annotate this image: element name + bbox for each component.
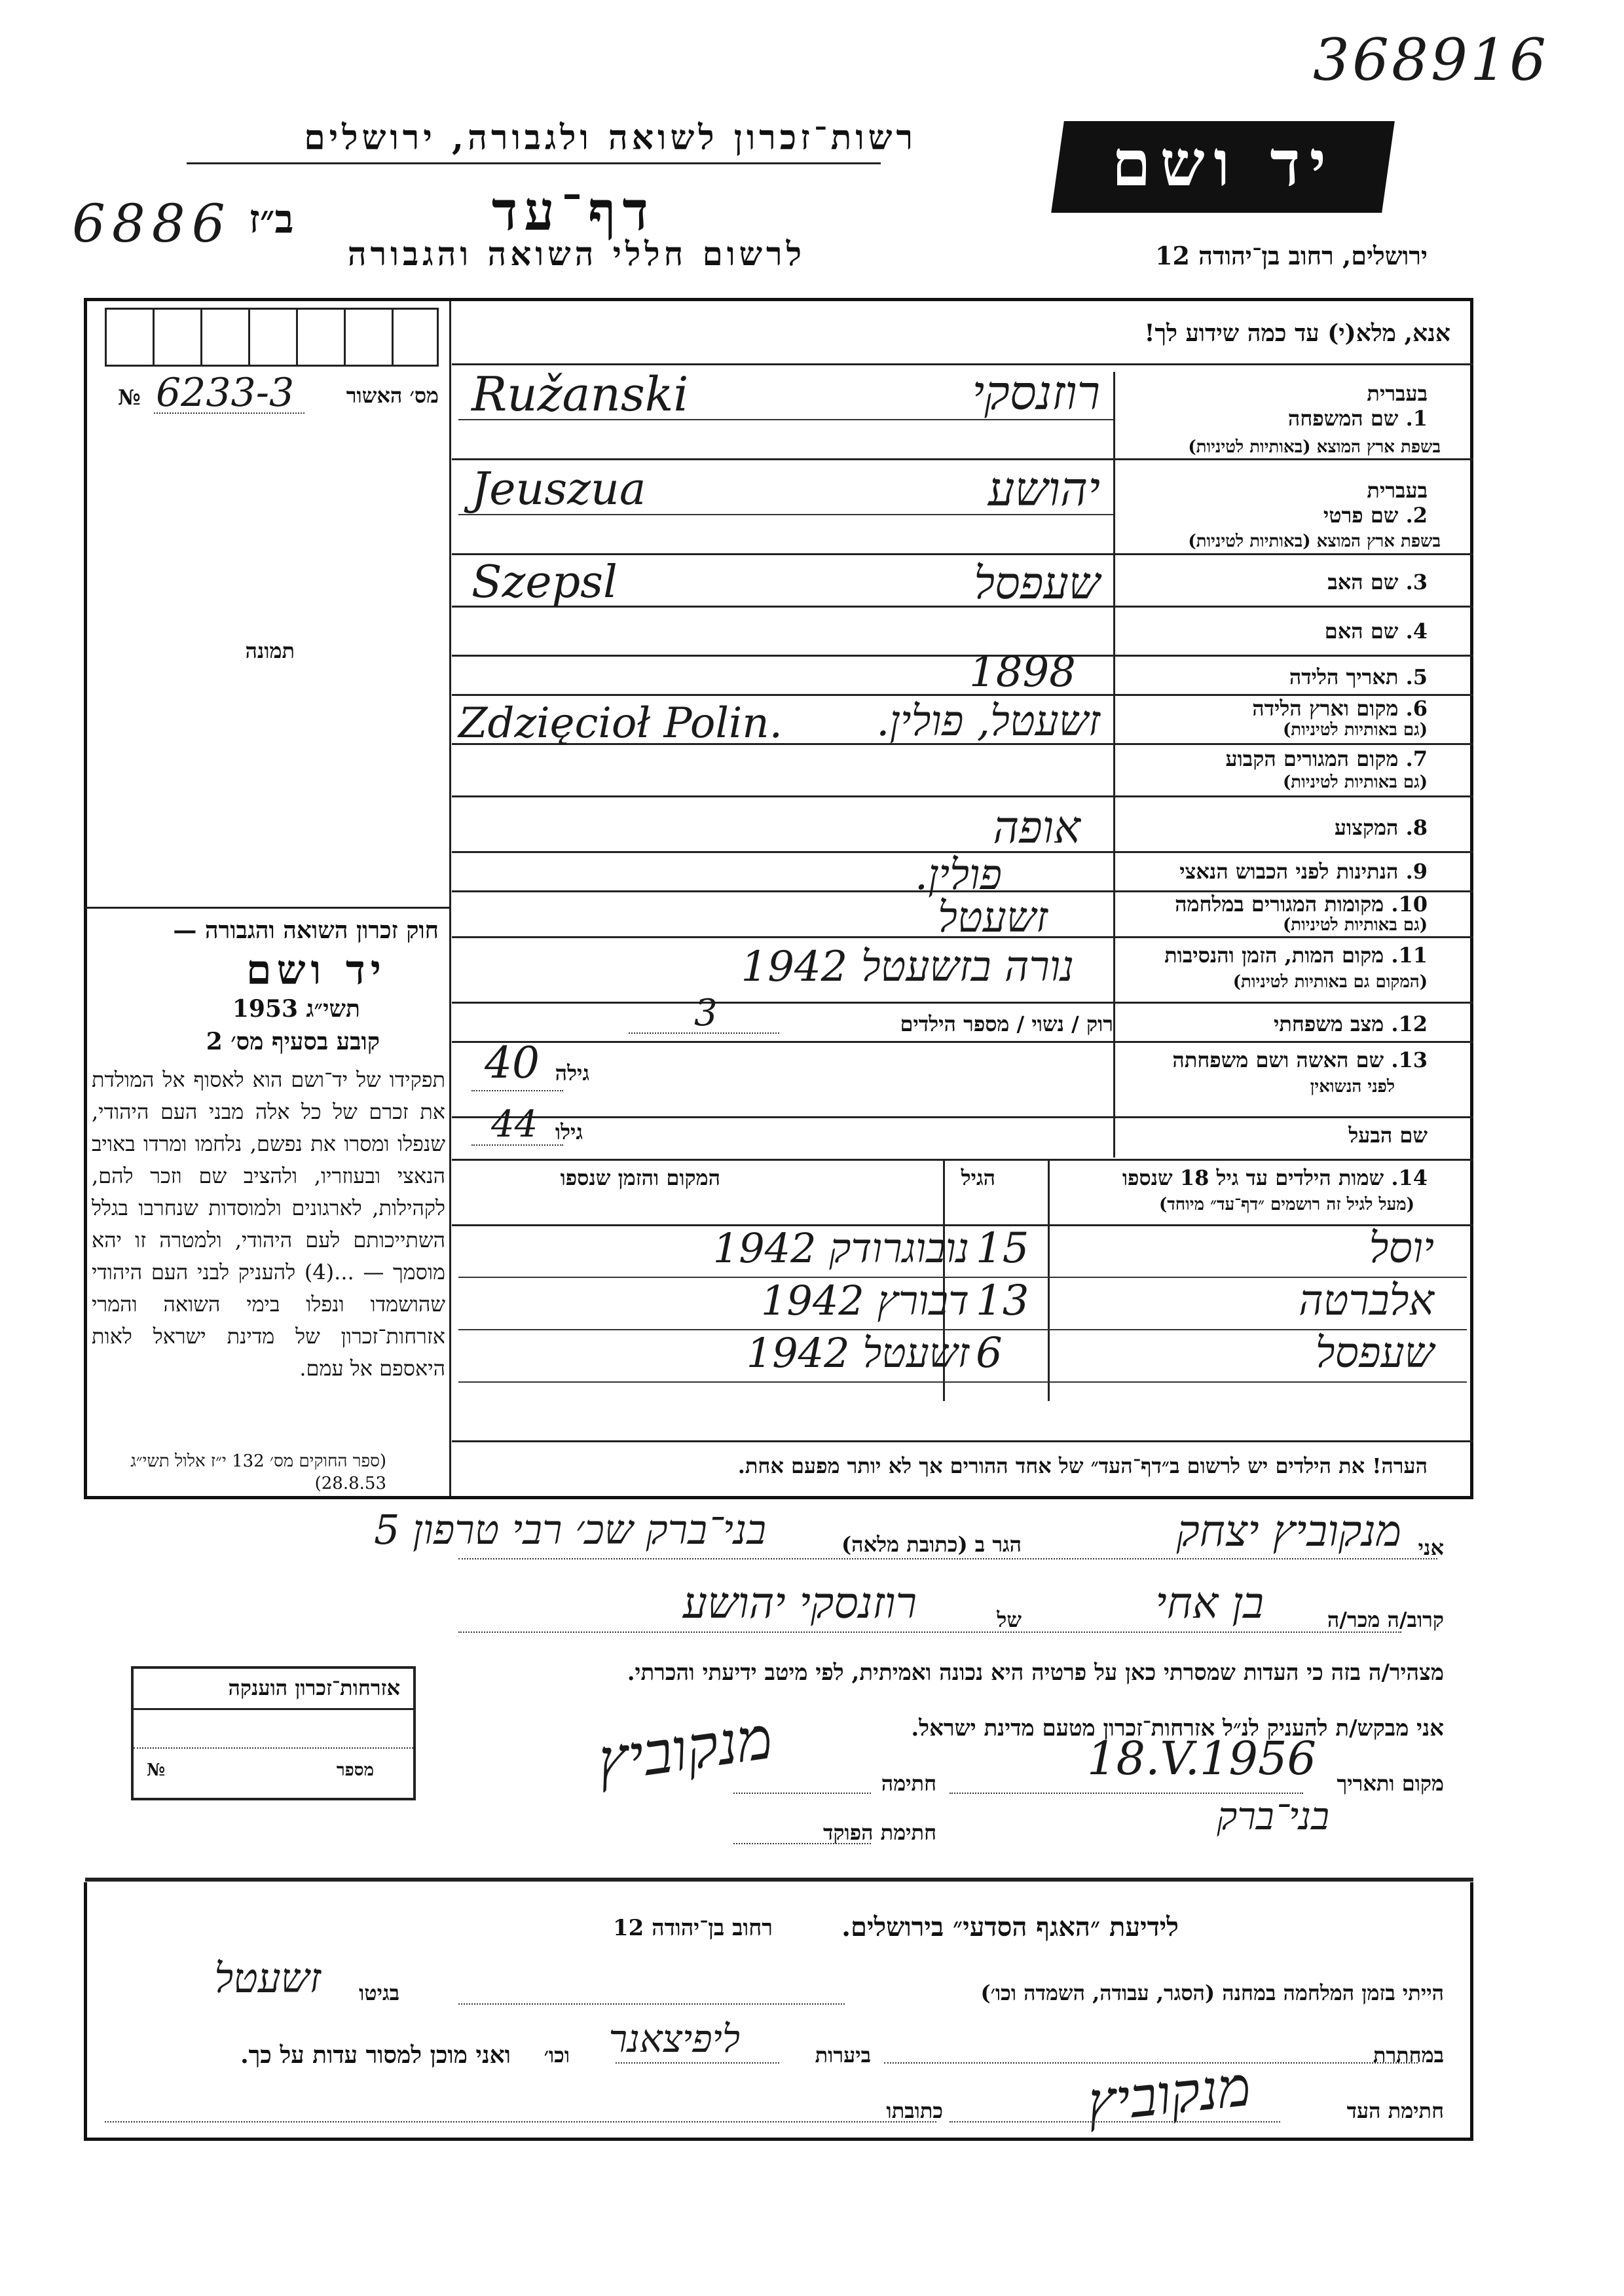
value-birthplace-hebrew: זשעטל, פולין. xyxy=(876,697,1100,746)
lang-hebrew-2: בעברית xyxy=(1367,478,1428,503)
field-label-7 xyxy=(1225,746,1428,771)
yad-vashem-logo xyxy=(1051,121,1395,213)
latin-note-7: (גם באותיות לטיניות) xyxy=(1282,773,1428,792)
children-label xyxy=(1122,1165,1428,1190)
decl-witness-name: מנקוביץ יצחק xyxy=(1176,1506,1401,1556)
archive-stamp-number: 368916 xyxy=(1313,26,1549,94)
decl-relation: בן אחי xyxy=(1155,1578,1264,1628)
field-sub-13: לפני הנשואין xyxy=(1310,1077,1395,1097)
field-text-6: מקום וארץ הלידה xyxy=(1252,696,1399,721)
marital-options: רוק / נשוי / מספר הילדים xyxy=(900,1011,1113,1036)
forests-value: ליפיצאנר xyxy=(608,2016,740,2061)
decl-i-label: אני xyxy=(1418,1535,1444,1560)
decl-place-date-label: מקום ותאריך xyxy=(1337,1771,1444,1796)
value-death: נורה בזשעטל 1942 xyxy=(741,943,1074,991)
field-no-9: 9. xyxy=(1405,859,1428,884)
form-title: דף־עד xyxy=(491,180,655,243)
field-text-8: המקצוע xyxy=(1334,815,1399,840)
institution-name: רשות־זכרון לשואה ולגבורה, ירושלים xyxy=(304,118,917,158)
address-label: כתובתו xyxy=(886,2098,943,2123)
lang-hebrew-1: בעברית xyxy=(1367,381,1428,406)
child-age-3: 6 xyxy=(976,1329,1003,1377)
field-no-3: 3. xyxy=(1405,570,1428,594)
law-clause: קובע בסעיף מס׳ 2 xyxy=(206,1028,380,1055)
citizenship-number-label: מספר xyxy=(336,1760,374,1780)
children-age-header: הגיל xyxy=(961,1165,995,1190)
bottom-frame xyxy=(84,1882,1473,2141)
decl-signature: מנקוביץ xyxy=(593,1703,777,1796)
field-label-4 xyxy=(1325,619,1428,644)
field-no-4: 4. xyxy=(1405,619,1428,644)
approval-label: מס׳ האשור xyxy=(346,383,439,408)
decl-officer-label: חתימת הפוקד xyxy=(823,1820,936,1845)
field-text-9: הנתינות לפני הכבוש הנאצי xyxy=(1179,859,1399,884)
field-text-3: שם האב xyxy=(1327,570,1399,594)
field-text-11: מקום המות, הזמן והנסיבות xyxy=(1164,943,1384,968)
photo-label: תמונה xyxy=(245,638,295,663)
child-name-2: אלברטה xyxy=(1299,1277,1434,1325)
citizenship-box xyxy=(131,1666,416,1800)
form-subtitle: לרשום חללי השואה והגבורה xyxy=(347,234,805,273)
latin-note-6: (גם באותיות לטיניות) xyxy=(1282,720,1428,740)
children-note: הערה! את הילדים יש לרשום ב״דף־העד״ של אחד ההורים אך לא יותר מפעם אחת. xyxy=(737,1453,1428,1478)
children-sub: (מעל לגיל זה רושמים ״דף־עד״ מיוחד) xyxy=(1158,1195,1414,1214)
value-birth-date: 1898 xyxy=(969,648,1076,697)
value-husband-age: 44 xyxy=(491,1103,538,1146)
value-father-latin: Szepsl xyxy=(471,556,618,608)
child-place-3: זשעטל 1942 xyxy=(746,1329,969,1377)
logo-text: יד ושם xyxy=(1111,126,1335,200)
child-age-2: 13 xyxy=(976,1277,1029,1325)
decl-signature-label: חתימה xyxy=(881,1771,936,1796)
header-address: ירושלים, רחוב בן־יהודה 12 xyxy=(1155,241,1428,270)
value-children-count: 3 xyxy=(694,992,718,1034)
child-name-1: יוסל xyxy=(1369,1224,1434,1273)
field-label-3 xyxy=(1327,570,1428,594)
law-name: יד ושם xyxy=(246,946,386,994)
decl-relation-label: קרוב/ה מכר/ה xyxy=(1327,1607,1444,1632)
value-first-hebrew: יהושע xyxy=(987,462,1100,517)
field-label-6 xyxy=(1252,696,1428,721)
approval-prefix: № xyxy=(118,385,141,410)
value-family-hebrew: רוזנסקי xyxy=(972,365,1100,420)
value-wife-age: 40 xyxy=(485,1038,540,1088)
value-first-latin: Jeuszua xyxy=(471,464,646,515)
child-place-2: דבורץ 1942 xyxy=(760,1277,969,1324)
field-no-6: 6. xyxy=(1405,696,1428,721)
law-title: חוק זכרון השואה והגבורה — xyxy=(173,917,439,944)
field-text-4: שם האם xyxy=(1324,619,1399,644)
wife-age-label: גילה xyxy=(555,1061,589,1085)
latin-note-1: בשפת ארץ המוצא (באותיות לטיניות) xyxy=(1188,437,1441,457)
child-place-1: נובוגרודק 1942 xyxy=(712,1224,969,1272)
form-instruction: אנא, מלא(י) עד כמה שידוע לך! xyxy=(1144,319,1450,347)
bottom-line1: הייתי בזמן המלחמה במחנה (הסגר, עבודה, השמדה וכו׳) xyxy=(980,1980,1444,2005)
stamp-mark: ב״ז xyxy=(249,196,294,242)
law-year: תשי״ג 1953 xyxy=(232,995,360,1023)
field-text-2: שם פרטי xyxy=(1323,503,1399,528)
decl-date: 18.V.1956 xyxy=(1087,1732,1317,1785)
field-label-10 xyxy=(1175,892,1428,917)
value-birthplace-latin: Zdzięcioł Polin. xyxy=(458,699,783,748)
field-text-1: שם המשפחה xyxy=(1287,406,1399,431)
child-age-1: 15 xyxy=(976,1224,1029,1273)
husband-age-label: גילו xyxy=(555,1120,583,1144)
etc-label: וכו׳ xyxy=(544,2043,570,2068)
children-title: שמות הילדים עד גיל 18 שנספו xyxy=(1122,1165,1384,1190)
field-label-9 xyxy=(1179,859,1428,884)
field-no-12: 12. xyxy=(1391,1011,1428,1036)
side-file-number: 6886 xyxy=(72,193,232,254)
field-label-11 xyxy=(1164,943,1428,968)
citizenship-number-prefix: № xyxy=(147,1760,166,1780)
field-no-5: 5. xyxy=(1405,665,1428,689)
underground-label: במחתרת xyxy=(1373,2043,1444,2068)
field-no-8: 8. xyxy=(1405,815,1428,840)
field-no-7: 7. xyxy=(1405,746,1428,771)
decl-statement: מצהיר/ה בזה כי העדות שמסרתי כאן על פרטיה היא נכונה ואמיתית, לפי מיטב ידיעתי והכרתי. xyxy=(627,1660,1444,1686)
approval-number: 6233-3 xyxy=(156,370,295,416)
field-label-13 xyxy=(1172,1048,1428,1072)
decl-address: בני־ברק שכ׳ רבי טרפון 5 xyxy=(374,1506,766,1554)
law-text: תפקידו של יד־ושם הוא לאסוף אל המולדת את זכרם של כל אלה מבני העם היהודי, שנפלו ומסרו את נפשם, נלחמו ומרדו באויב הנאצי ובעוזריו, ולהציב שם וזכר להם, לקהילות, לארגונים ולמוסדות שנחרבו בגלל השתייכותם לעם היהודי, ולמטרה זו יהא מוסמך — ...(4) להעניק לבני העם היהודי שהושמדו ונפלו בימי השואה והמרי אזרחות־זכרון של מדינת ישראל לאות היאספם אל עמם. xyxy=(92,1067,446,1381)
field-label-husband: שם הבעל xyxy=(1348,1123,1428,1148)
ghetto-value: זשעטל xyxy=(214,1954,321,2002)
decl-of-name: רוזנסקי יהושע xyxy=(682,1578,917,1628)
field-no-2: 2. xyxy=(1405,503,1428,528)
bottom-address: רחוב בן־יהודה 12 xyxy=(612,1915,773,1941)
children-place-header: המקום והזמן שנספו xyxy=(560,1165,720,1190)
field-sub-11: (המקום גם באותיות לטיניות) xyxy=(1232,972,1428,992)
witness-sig-label: חתימת העד xyxy=(1346,2098,1444,2123)
value-family-latin: Ružanski xyxy=(471,367,689,422)
decl-place: בני־ברק xyxy=(1217,1794,1329,1838)
field-no-10: 10. xyxy=(1391,892,1428,917)
witness-sig: מנקוביץ xyxy=(1084,2054,1254,2135)
field-label-8 xyxy=(1335,815,1428,840)
field-text-13: שם האשה ושם משפחתה xyxy=(1172,1048,1384,1072)
children-no: 14. xyxy=(1391,1165,1428,1190)
decl-of-label: של xyxy=(997,1607,1022,1632)
latin-note-2: בשפת ארץ המוצא (באותיות לטיניות) xyxy=(1188,532,1441,551)
value-citizenship: פולין. xyxy=(914,851,1002,900)
field-text-7: מקום המגורים הקבוע xyxy=(1225,746,1399,771)
bottom-title: לידיעת ״האגף הסדעי״ בירושלים. xyxy=(841,1912,1179,1942)
field-label-12 xyxy=(1274,1011,1428,1036)
decl-resides-label: הגר ב (כתובת מלאה) xyxy=(841,1532,1022,1557)
field-label-1 xyxy=(1288,406,1428,431)
child-name-3: שעפסל xyxy=(1315,1329,1434,1377)
field-label-5 xyxy=(1289,665,1428,689)
field-text-12: מצב משפחתי xyxy=(1274,1011,1384,1036)
citizenship-title: אזרחות־זכרון הוענקה xyxy=(228,1675,400,1700)
law-source: (ספר החוקים מס׳ 132 י״ז אלול תשי״ג 28.8.53) xyxy=(130,1451,386,1493)
decl-request: אני מבקש/ת להעניק לנ״ל אזרחות־זכרון מטעם מדינת ישראל. xyxy=(911,1715,1444,1741)
field-no-11: 11. xyxy=(1391,943,1428,968)
value-wartime-residence: זשעטל xyxy=(938,894,1048,942)
latin-note-10: (גם באותיות לטיניות) xyxy=(1282,915,1428,935)
field-no-13: 13. xyxy=(1391,1048,1428,1072)
field-text-10: מקומות המגורים במלחמה xyxy=(1175,892,1384,917)
ready-label: ואני מוכן למסור עדות על כך. xyxy=(240,2041,511,2069)
value-profession: אופה xyxy=(993,802,1080,854)
field-text-5: תאריך הלידה xyxy=(1289,665,1399,689)
approval-box xyxy=(105,308,439,367)
ghetto-label: בגיטו xyxy=(359,1980,399,2005)
value-father-hebrew: שעפסל xyxy=(974,558,1100,610)
forests-label: ביערות xyxy=(815,2043,871,2068)
field-label-2 xyxy=(1323,503,1428,528)
field-no-1: 1. xyxy=(1405,406,1428,431)
